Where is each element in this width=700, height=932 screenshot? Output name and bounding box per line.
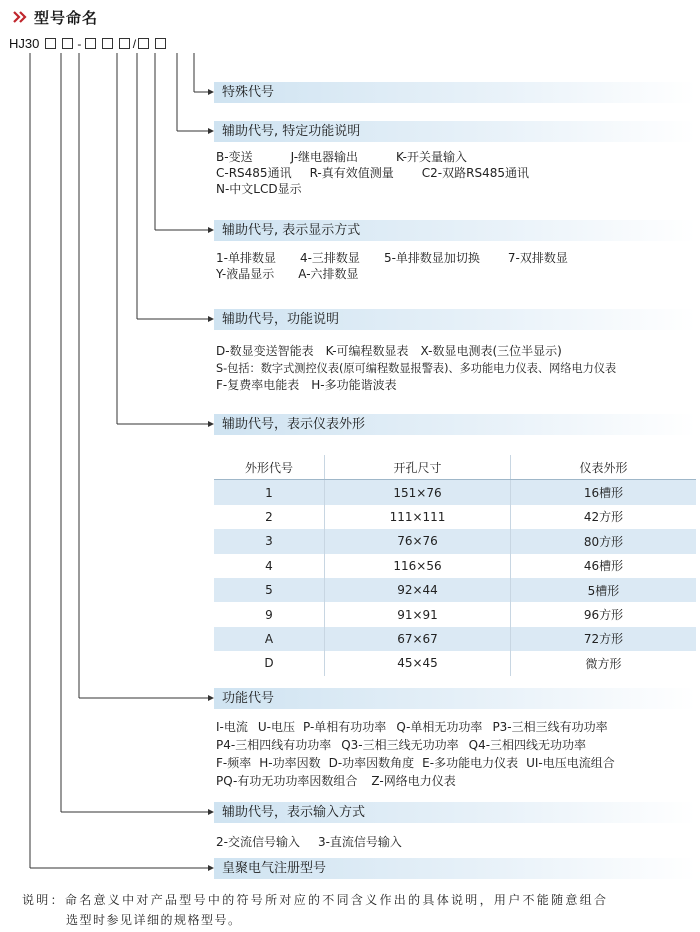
table-cell: 111×111 [325, 505, 511, 529]
desc-item: C2-双路RS485通讯 [421, 166, 529, 180]
desc-item: K-可编程数显表 [325, 344, 409, 358]
model-code-pattern [9, 36, 166, 51]
model-slot-feature [138, 38, 149, 49]
section-aux-feature: 辅助代号, 特定功能说明 [214, 121, 696, 142]
model-prefix: HJ30 [9, 36, 40, 51]
table-cell: 72方形 [511, 627, 697, 651]
desc-item: S-包括：数字式测控仪表(原可编程数显报警表)、多功能电力仪表、网络电力仪表 [216, 362, 617, 375]
table-row [214, 602, 696, 626]
desc-item: 3-直流信号输入 [317, 835, 402, 849]
desc-item: 2-交流信号输入 [216, 835, 300, 849]
desc-item: P3-三相三线有功功率 [492, 720, 608, 734]
table-cell: 67×67 [325, 627, 511, 651]
desc-item: Q3-三相三线无功功率 [341, 738, 459, 752]
table-cell: 3 [214, 529, 325, 553]
desc-item: N-中文LCD显示 [216, 182, 302, 196]
aux-display-desc [216, 250, 596, 282]
table-cell: 5 [214, 578, 325, 602]
table-cell: 1 [214, 480, 325, 505]
section-function-code: 功能代号 [214, 688, 696, 709]
table-cell: 91×91 [325, 602, 511, 626]
table-cell: 96方形 [583, 608, 624, 623]
desc-item: K-开关量输入 [396, 150, 467, 164]
input-mode-desc [216, 834, 430, 850]
desc-item: 7-双排数显 [507, 251, 568, 265]
model-slot-shape [85, 38, 96, 49]
section-input-mode: 辅助代号，表示输入方式 [214, 802, 696, 823]
table-header-row [214, 455, 696, 480]
table-header-cell: 仪表外形 [511, 455, 697, 480]
model-slot-display [119, 38, 130, 49]
desc-item: H-功率因数 [259, 756, 321, 770]
desc-item: Q4-三相四线无功功率 [468, 738, 587, 752]
table-cell: 4 [214, 554, 325, 578]
table-cell: 45×45 [325, 651, 511, 675]
table-cell: 151×76 [325, 480, 511, 505]
function-code-desc [216, 718, 615, 790]
footnote-line: 选型时参见详细的规格型号。 [66, 913, 242, 927]
model-dash: - [77, 36, 82, 51]
desc-line [216, 266, 596, 282]
desc-line [216, 149, 557, 165]
desc-item: F-复费率电能表 [216, 378, 300, 392]
table-cell: 80方形 [511, 529, 697, 553]
desc-item: H-多功能谐波表 [311, 378, 397, 392]
desc-item: PQ-有功无功功率因数组合 [216, 774, 358, 788]
desc-line [216, 377, 644, 394]
table-cell: 116×56 [325, 554, 511, 578]
section-registered-model: 皇聚电气注册型号 [214, 858, 696, 879]
table-cell: 5槽形 [511, 578, 697, 602]
desc-item: C-RS485通讯 [216, 166, 292, 180]
desc-item: D-功率因数角度 [328, 756, 415, 770]
double-chevron-right-icon [12, 9, 28, 25]
model-slot-function-code [62, 38, 73, 49]
section-aux-shape: 辅助代号，表示仪表外形 [214, 414, 696, 435]
aux-function-desc [216, 343, 644, 394]
table-cell: 微方形 [585, 656, 622, 671]
table-row [214, 554, 696, 578]
desc-item: Y-液晶显示 [216, 267, 275, 281]
desc-line [216, 360, 644, 377]
table-cell: 76×76 [325, 529, 511, 553]
table-header-cell: 开孔尺寸 [325, 455, 511, 480]
desc-item: R-真有效值测量 [309, 166, 394, 180]
model-slot-input-mode [45, 38, 56, 49]
model-slot-aux-function [102, 38, 113, 49]
section-special-code: 特殊代号 [214, 82, 696, 103]
desc-item: Q-单相无功功率 [396, 720, 483, 734]
desc-item: F-频率 [216, 756, 252, 770]
table-cell: 92×44 [325, 578, 511, 602]
desc-item: P4-三相四线有功功率 [216, 738, 332, 752]
footnote-line: 说明：命名意义中对产品型号中的符号所对应的不同含义作出的具体说明，用户不能随意组合 [22, 893, 609, 907]
shape-table [214, 455, 696, 676]
desc-line [216, 834, 430, 850]
desc-line [216, 181, 557, 197]
section-aux-display: 辅助代号, 表示显示方式 [214, 220, 696, 241]
page-title: 型号命名 [34, 8, 99, 27]
desc-item: J-继电器输出 [290, 150, 359, 164]
desc-item: P-单相有功功率 [303, 720, 387, 734]
table-row [214, 578, 696, 602]
desc-item: D-数显变送智能表 [216, 344, 314, 358]
footnote [22, 890, 608, 930]
desc-line [216, 772, 615, 790]
model-slash: / [132, 36, 137, 51]
desc-line [216, 754, 615, 772]
desc-item: UI-电压电流组合 [526, 756, 615, 770]
table-cell: 16槽形 [511, 480, 697, 505]
desc-line [216, 343, 644, 360]
desc-item: A-六排数显 [298, 267, 359, 281]
page-header [12, 6, 98, 28]
table-row [214, 505, 696, 529]
desc-line [216, 165, 557, 181]
desc-item: I-电流 [216, 720, 248, 734]
desc-item: 4-三排数显 [299, 251, 360, 265]
table-cell: 42方形 [583, 510, 624, 525]
desc-item: E-多功能电力仪表 [422, 756, 519, 770]
table-cell: 9 [214, 602, 325, 626]
model-slot-special [155, 38, 166, 49]
desc-item: X-数显电测表(三位半显示) [420, 344, 562, 358]
desc-item: 1-单排数显 [216, 251, 276, 265]
desc-line [216, 736, 615, 754]
desc-item: B-变送 [216, 150, 253, 164]
table-header-cell: 外形代号 [214, 455, 325, 480]
table-row [214, 651, 696, 675]
table-row [214, 529, 696, 553]
desc-item: 5-单排数显加切换 [383, 251, 480, 265]
table-cell: D [214, 651, 325, 675]
section-aux-function: 辅助代号，功能说明 [214, 309, 696, 330]
desc-line [216, 250, 596, 266]
desc-item: U-电压 [257, 720, 295, 734]
table-cell: A [214, 627, 325, 651]
table-cell: 2 [214, 505, 325, 529]
aux-feature-desc [216, 149, 557, 197]
table-row [214, 627, 696, 651]
table-row [214, 480, 696, 505]
table-cell: 46槽形 [583, 559, 624, 574]
desc-item: Z-网络电力仪表 [371, 774, 456, 788]
desc-line [216, 718, 615, 736]
